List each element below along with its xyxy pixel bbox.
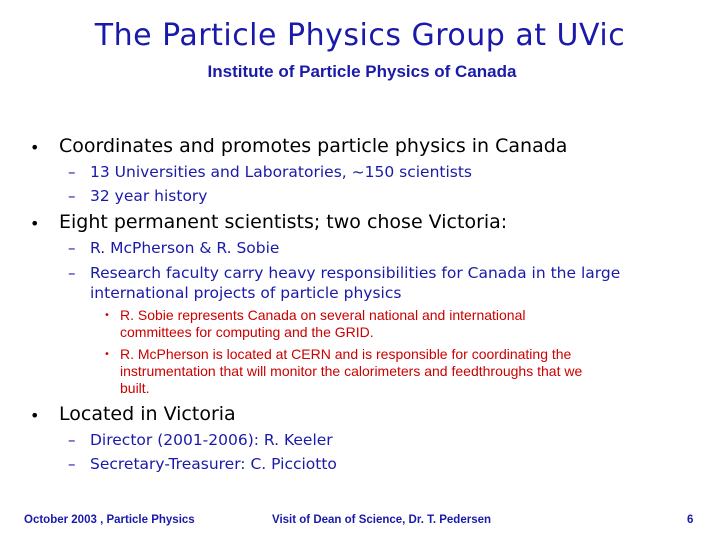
dash-icon: – (68, 455, 76, 473)
bullet-2-sub-2-line-1: Research faculty carry heavy responsibilities for Canada in the large (90, 264, 621, 282)
bullet-1-sub-1: 13 Universities and Laboratories, ~150 scientists (90, 163, 473, 181)
bullet-2-sub-2-sub-1-line-1: R. Sobie represents Canada on several national and international (120, 307, 526, 323)
bullet-2-sub-2-sub-2-line-2: instrumentation that will monitor the calorimeters and feedthroughs that we (120, 363, 583, 379)
bullet-dot-icon: • (30, 138, 40, 157)
bullet-3-text: Located in Victoria (59, 403, 236, 425)
dash-icon: – (68, 264, 76, 282)
bullet-2-sub-2-line-2: international projects of particle physics (90, 284, 402, 302)
sub-bullet-dot-icon: • (104, 310, 110, 321)
bullet-2-sub-2-sub-2-line-3: built. (120, 380, 150, 396)
bullet-3-sub-2: Secretary-Treasurer: C. Picciotto (90, 455, 337, 473)
slide-subtitle: Institute of Particle Physics of Canada (207, 62, 517, 81)
footer-left: October 2003 , Particle Physics (24, 514, 195, 526)
footer-center: Visit of Dean of Science, Dr. T. Pedersen (272, 514, 492, 526)
dash-icon: – (68, 431, 76, 449)
page-number: 6 (687, 514, 694, 526)
bullet-2-text: Eight permanent scientists; two chose Victoria: (59, 211, 508, 233)
bullet-1-sub-2: 32 year history (90, 187, 208, 205)
dash-icon: – (68, 239, 76, 257)
sub-bullet-dot-icon: • (104, 349, 110, 360)
slide-title: The Particle Physics Group at UVic (94, 18, 626, 53)
bullet-1-text: Coordinates and promotes particle physics in Canada (59, 135, 568, 157)
bullet-2-sub-1: R. McPherson & R. Sobie (90, 239, 280, 257)
bullet-dot-icon: • (30, 406, 40, 425)
dash-icon: – (68, 187, 76, 205)
bullet-dot-icon: • (30, 214, 40, 233)
bullet-2-sub-2-sub-1-line-2: committees for computing and the GRID. (120, 324, 374, 340)
dash-icon: – (68, 163, 76, 181)
bullet-2-sub-2-sub-2-line-1: R. McPherson is located at CERN and is responsible for coordinating the (120, 346, 572, 362)
bullet-3-sub-1: Director (2001-2006): R. Keeler (90, 431, 333, 449)
